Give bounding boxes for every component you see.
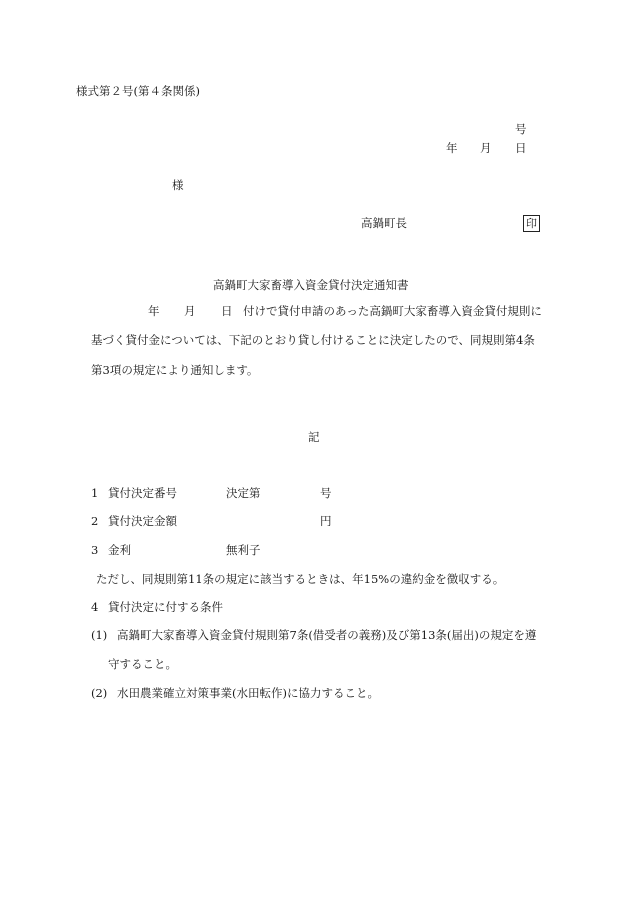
date-month-label: 月: [480, 141, 492, 155]
item-3-number: 3: [91, 543, 99, 557]
condition-1-line-2: 守すること。: [108, 657, 177, 671]
body-date-day: 日: [221, 304, 233, 318]
item-2-number: 2: [91, 514, 99, 528]
item-1-label: 貸付決定番号: [108, 486, 177, 500]
condition-1-line-1: 高鍋町大家畜導入資金貸付規則第7条(借受者の義務)及び第13条(届出)の規定を遵: [117, 628, 537, 642]
addressee-honorific: 様: [172, 178, 184, 192]
item-3-value: 無利子: [226, 543, 261, 557]
item-1-number: 1: [91, 486, 99, 500]
condition-2-line-1: 水田農業確立対策事業(水田転作)に協力すること。: [117, 686, 379, 700]
form-number-label: 様式第２号(第４条関係): [76, 84, 200, 98]
item-2-label: 貸付決定金額: [108, 514, 177, 528]
date-day-label: 日: [515, 141, 527, 155]
body-line-1: 付けで貸付申請のあった高鍋町大家畜導入資金貸付規則に: [243, 304, 542, 318]
condition-1-number: (1): [91, 628, 108, 642]
body-date-year: 年: [148, 304, 160, 318]
date-year-label: 年: [446, 141, 458, 155]
item-4-label: 貸付決定に付する条件: [108, 600, 223, 614]
seal-mark: 印: [523, 215, 540, 232]
item-1-suffix: 号: [320, 486, 332, 500]
item-2-suffix: 円: [320, 514, 332, 528]
item-3-label: 金利: [108, 543, 131, 557]
item-3-note: ただし、同規則第11条の規定に該当するときは、年15%の違約金を徴収する。: [96, 572, 505, 586]
ki-heading: 記: [308, 430, 320, 444]
condition-2-number: (2): [91, 686, 108, 700]
issuer-name: 高鍋町長: [361, 216, 407, 230]
body-date-month: 月: [184, 304, 196, 318]
document-title: 高鍋町大家畜導入資金貸付決定通知書: [213, 278, 409, 292]
item-4-number: 4: [91, 600, 99, 614]
body-line-2: 基づく貸付金については、下記のとおり貸し付けることに決定したので、同規則第4条: [91, 333, 535, 347]
body-line-3: 第3項の規定により通知します。: [91, 363, 259, 377]
item-1-value: 決定第: [226, 486, 261, 500]
document-number-suffix: 号: [515, 122, 527, 136]
